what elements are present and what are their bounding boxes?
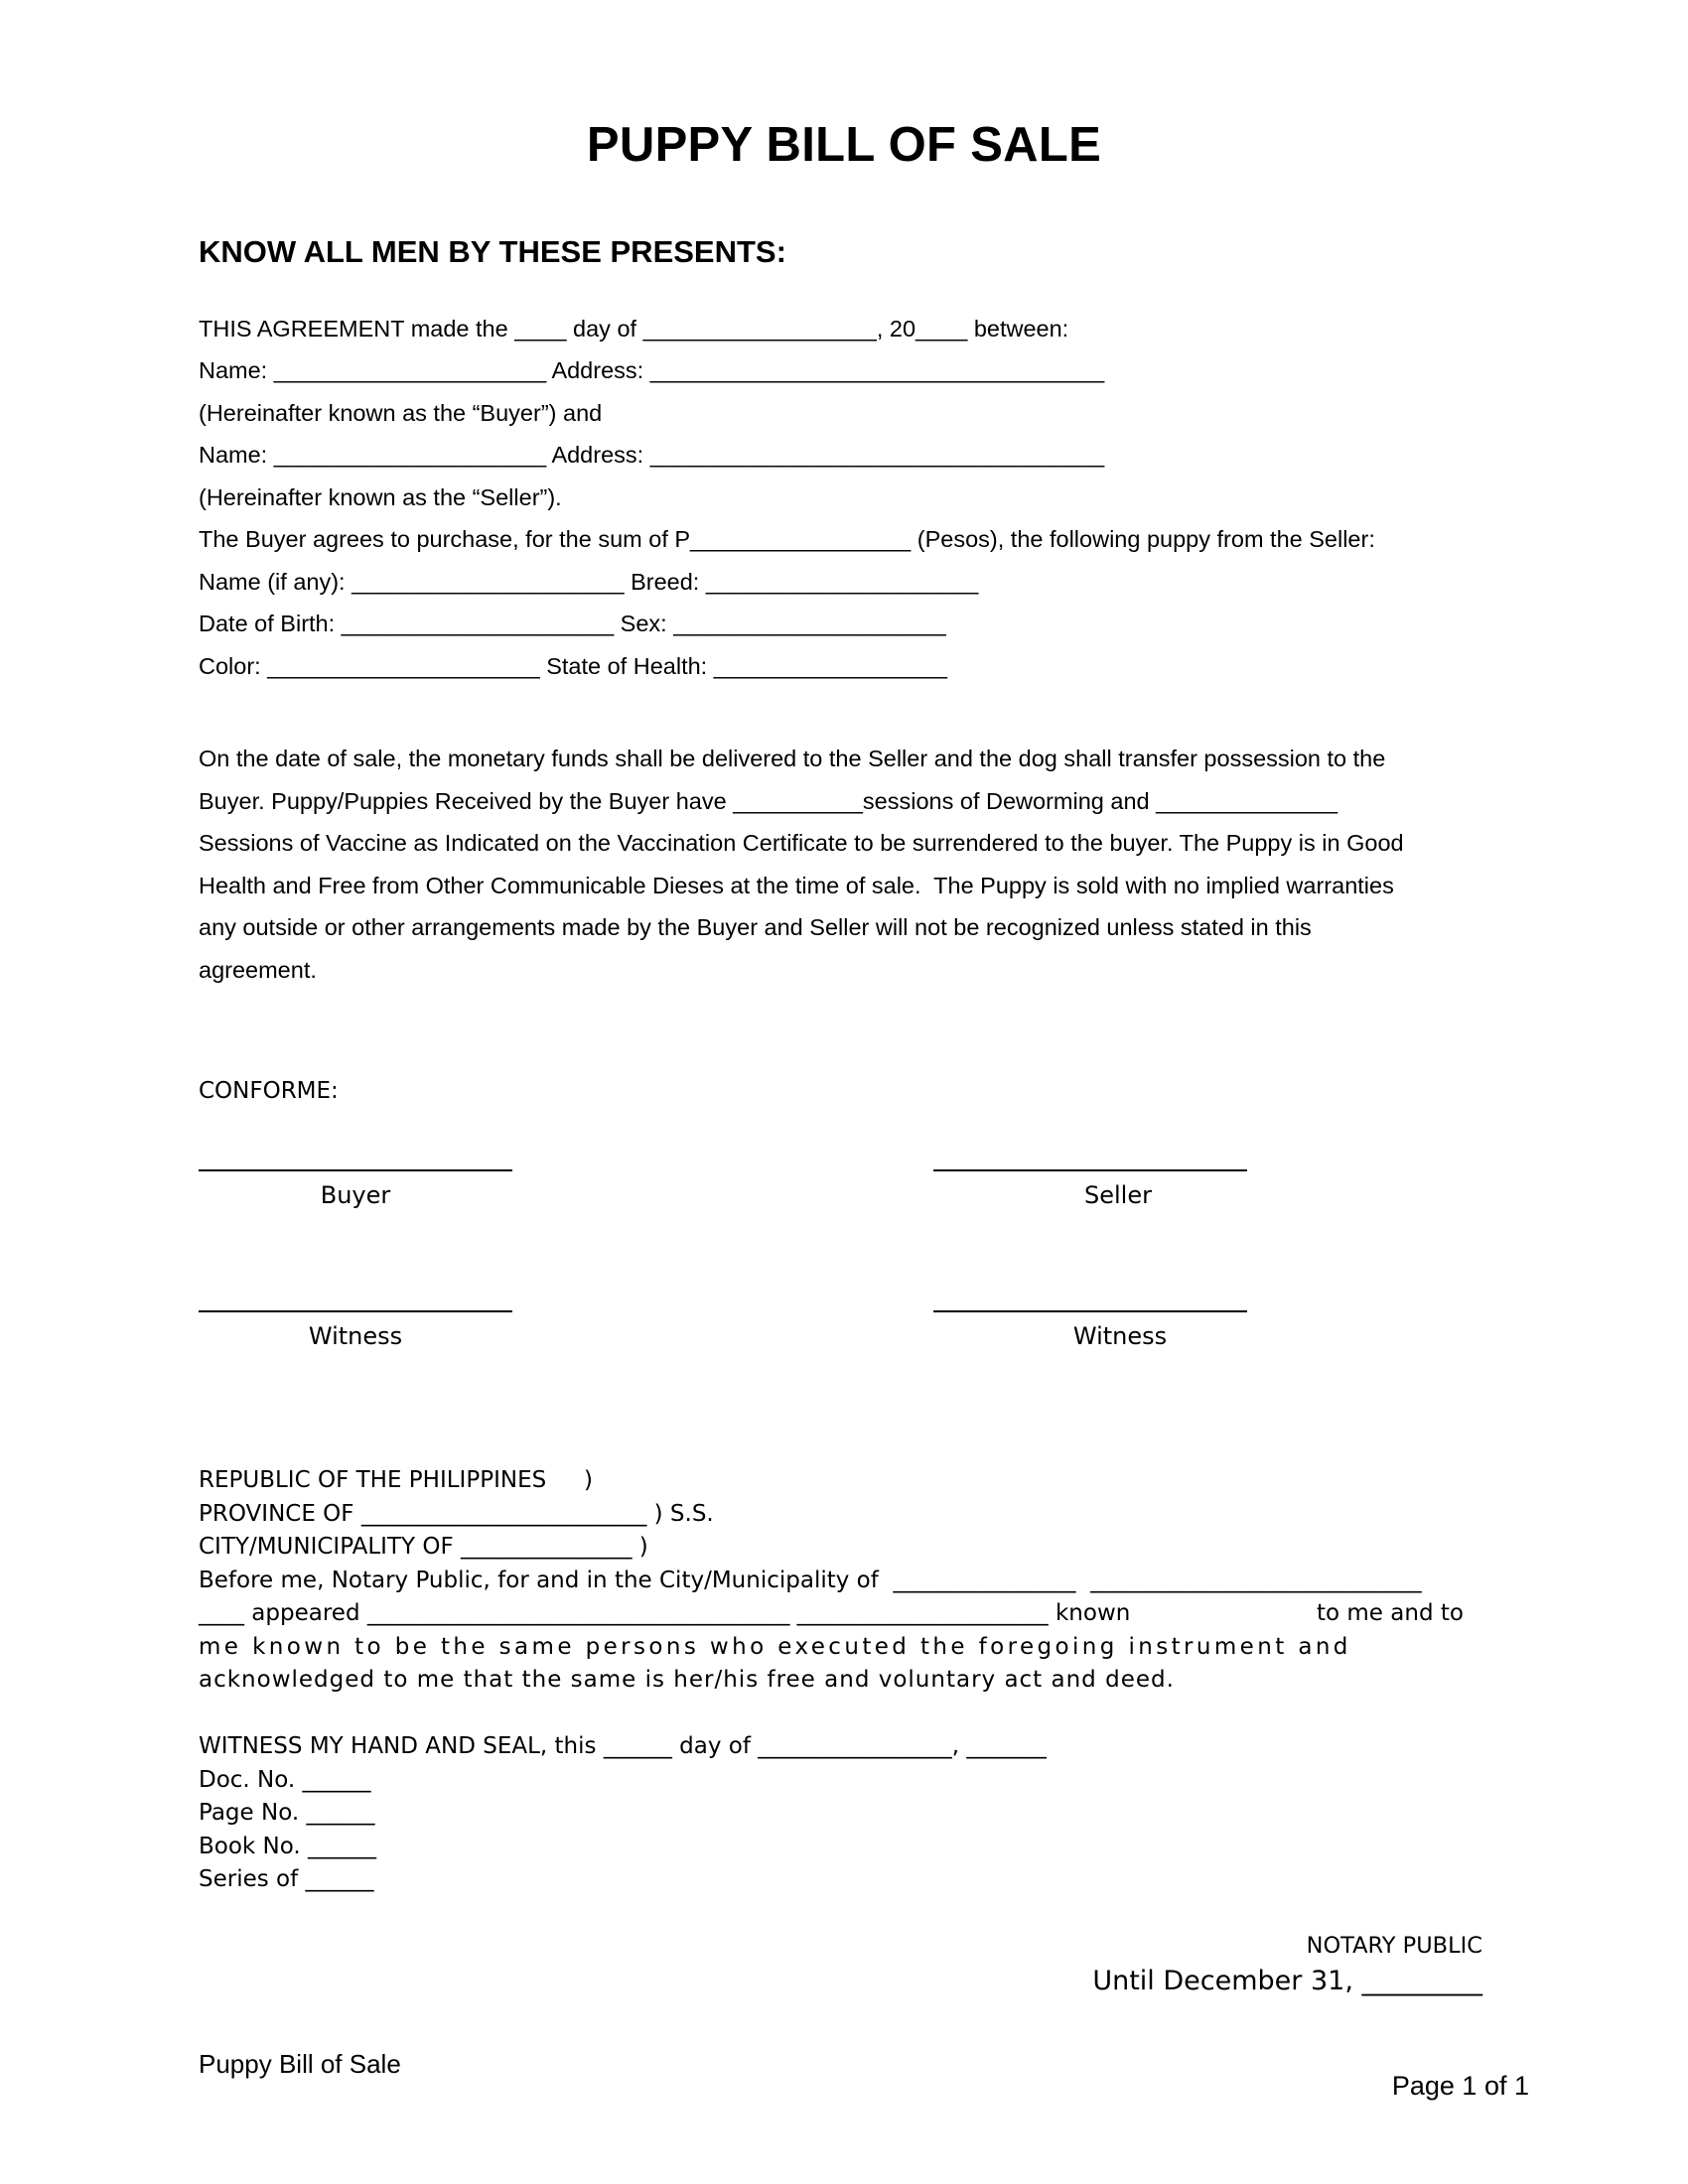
notary-public-label: NOTARY PUBLIC [1306,1933,1482,1959]
seller-designation-line: (Hereinafter known as the “Seller”). [199,484,562,510]
witness-left-signature-line [199,1310,512,1312]
witness-hand-seal: WITNESS MY HAND AND SEAL, this ______ day of _________________, _______ [199,1733,1047,1759]
notary-republic-paren: ) [584,1467,593,1493]
terms-line: On the date of sale, the monetary funds shall be delivered to the Seller and the dog shall transfer possession to the [199,746,1386,771]
notary-to-me-and-to: to me and to [1317,1600,1464,1626]
terms-line: Sessions of Vaccine as Indicated on the Vaccination Certificate to be surrendered to the buyer. The Puppy is in Good [199,830,1404,857]
document-subtitle: KNOW ALL MEN BY THESE PRESENTS: [199,234,786,269]
seller-name-address-line: Name: _____________________ Address: ___________________________________ [199,442,1105,468]
buyer-signature-line [199,1169,512,1171]
witness-left-label: Witness [308,1322,403,1350]
notary-appeared: ____ appeared _____________________________________ ______________________ known [199,1600,1131,1626]
puppy-color-health-line: Color: _____________________ State of Health: __________________ [199,653,947,679]
witness-right-signature-line [933,1310,1247,1312]
notary-known-line: me known to be the same persons who executed the foregoing instrument and [199,1634,1351,1660]
notary-republic: REPUBLIC OF THE PHILIPPINES [199,1467,547,1493]
buyer-signature-label: Buyer [320,1181,391,1209]
footer-page-number: Page 1 of 1 [1391,2071,1529,2101]
terms-line: Health and Free from Other Communicable Dieses at the time of sale. The Puppy is sold with no implied warranties [199,872,1394,898]
terms-line: any outside or other arrangements made by the Buyer and Seller will not be recognized unless stated in this [199,914,1312,941]
seller-signature-label: Seller [1084,1181,1152,1209]
commission-until: Until December 31, _________ [1092,1966,1482,1996]
notary-province: PROVINCE OF _________________________ ) S.S. [199,1501,714,1527]
puppy-name-breed-line: Name (if any): _____________________ Breed: _____________________ [199,569,979,595]
buyer-designation-line: (Hereinafter known as the “Buyer”) and [199,400,603,426]
seller-signature-line [933,1169,1247,1171]
terms-paragraph [199,738,1499,992]
series-of: Series of ______ [199,1866,374,1892]
witness-right-label: Witness [1072,1322,1168,1350]
footer-document-name: Puppy Bill of Sale [199,2049,401,2079]
notary-before-me: Before me, Notary Public, for and in the City/Municipality of ________________ _____________________________ [199,1568,1422,1593]
doc-no: Doc. No. ______ [199,1767,371,1793]
notary-acknowledged: acknowledged to me that the same is her/his free and voluntary act and deed. [199,1667,1175,1693]
conforme-label: CONFORME: [199,1078,339,1104]
purchase-sum-line: The Buyer agrees to purchase, for the sum of P_________________ (Pesos), the following puppy from the Seller: [199,526,1375,552]
book-no: Book No. ______ [199,1834,377,1859]
terms-line: Buyer. Puppy/Puppies Received by the Buyer have __________sessions of Deworming and ______________ [199,787,1338,814]
buyer-name-address-line: Name: _____________________ Address: ___________________________________ [199,357,1105,383]
terms-line: agreement. [199,956,317,983]
notary-city: CITY/MUNICIPALITY OF _______________ ) [199,1534,648,1560]
puppy-birth-sex-line: Date of Birth: _____________________ Sex: _____________________ [199,611,946,636]
document-title: PUPPY BILL OF SALE [586,118,1102,172]
page-no: Page No. ______ [199,1800,375,1826]
agreement-date-line: THIS AGREEMENT made the ____ day of __________________, 20____ between: [199,316,1069,341]
